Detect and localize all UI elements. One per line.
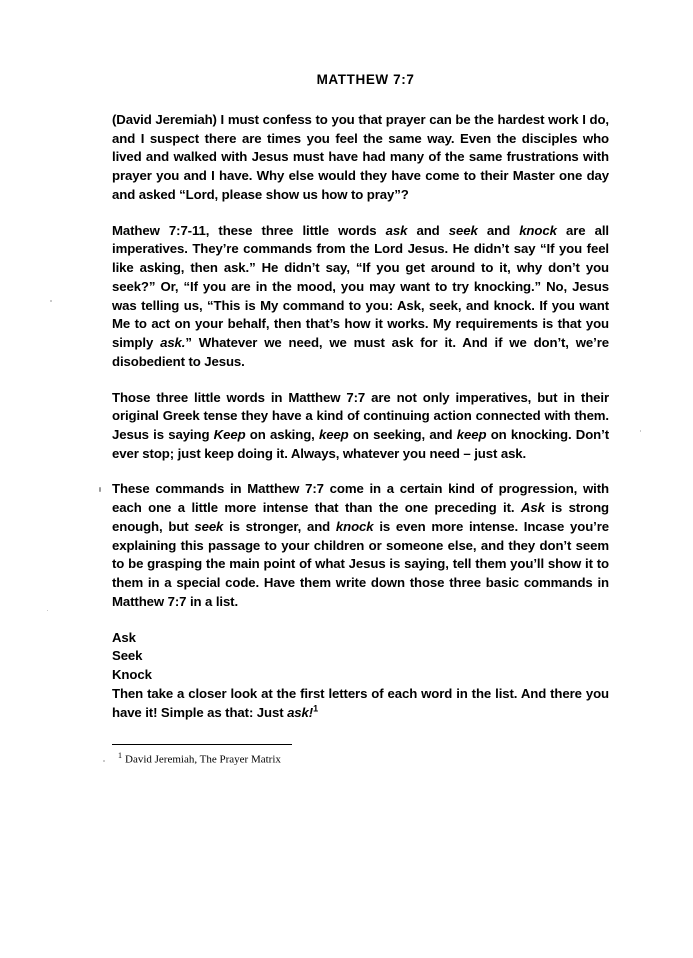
closing-paragraph: Then take a closer look at the first letters of each word in the list. And there you have it! Simple as that: Just ask!$^1$ [112,685,609,720]
page-title: MATTHEW 7:7 [316,72,415,87]
paragraph-3: Those three little words in Matthew 7:7 are not only imperatives, but in their original Greek tense they have a kind of continuing action connected with them. Jesus is saying Keep on asking, keep on seeking, and keep on knocking. Don’t ever stop; just keep doing it. Always, whatever you need – just ask. [112,389,609,461]
scan-speck [99,487,101,492]
list-item: Ask [112,629,136,645]
scan-speck [640,430,641,432]
paragraph-1: (David Jeremiah) I must confess to you that prayer can be the hardest work I do, and I suspect there are times you feel the same way. Even the disciples who lived and walked with Jesus must have had many of the same frustrations with prayer you and I have. Why else would they have come to their Master one day and asked “Lord, please show us how to pray”? [112,112,609,202]
list-item: Seek [112,648,143,664]
paragraph-2: Mathew 7:7-11, these three little words ask and seek and knock are all imperatives. They’re commands from the Lord Jesus. He didn’t say “If you feel like asking, then ask.” He didn’t say, “If you get around to it, why don’t you seek?” Or, “If you are in the mood, you may want to try knocking.” No, Jesus was telling us, “This is My command to you: Ask, seek, and knock. If you want Me to act on your behalf, then that’s how it works. My requirements is that you simply ask.” Whatever we need, we must ask for it. And if we don’t, we’re disobedient to Jesus. [112,222,609,369]
footnote [112,751,609,767]
footnote-marker: 1 [118,751,122,761]
list-item: Knock [112,667,152,683]
footnote-separator [112,744,292,745]
scan-speck [103,760,105,762]
scan-speck [50,300,52,302]
footnote-text: David Jeremiah, The Prayer Matrix [125,753,281,766]
paragraph-4: These commands in Matthew 7:7 come in a certain kind of progression, with each one a little more intense that than the one preceding it. Ask is strong enough, but seek is stronger, and knock is even more intense. Incase you’re explaining this passage to your children or someone else, and they don’t seem to be grasping the main point of what Jesus is saying, tell them you’ll show it to them in a special code. Have them write down those three basic commands in Matthew 7:7 in a list. [112,481,610,609]
scan-speck [47,610,48,611]
